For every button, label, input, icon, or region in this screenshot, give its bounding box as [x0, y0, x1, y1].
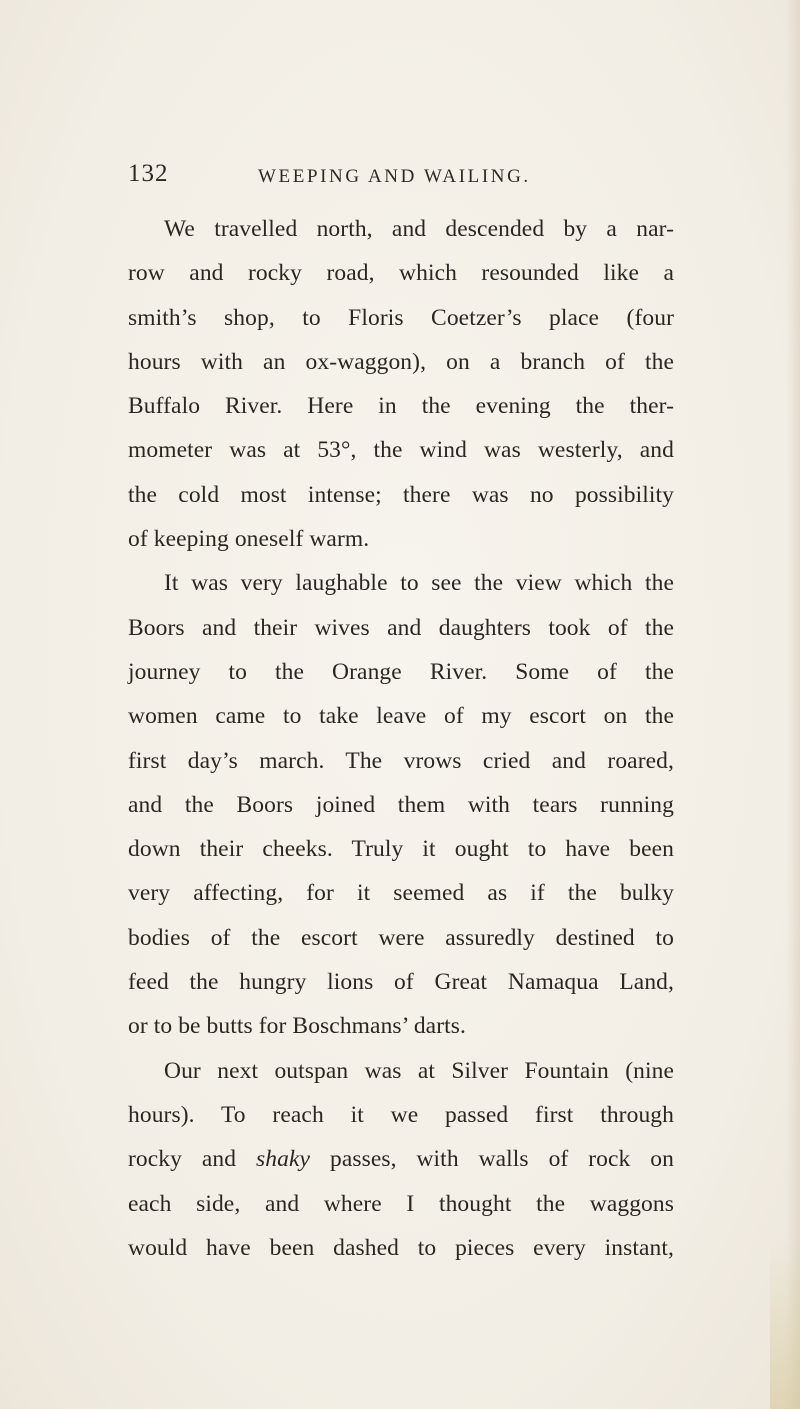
text-line: first day’s march. The vrows cried and roared, — [128, 747, 674, 774]
text-segment: rocky and — [128, 1146, 257, 1173]
text-line: hours with an ox-waggon), on a branch of the — [128, 348, 674, 375]
text-line: down their cheeks. Truly it ought to have been — [128, 836, 674, 863]
page-edge-shadow — [786, 0, 800, 1409]
page-number: 132 — [128, 160, 169, 187]
text-line: We travelled north, and descended by a nar- — [164, 216, 674, 242]
text-line: smith’s shop, to Floris Coetzer’s place (four — [128, 304, 674, 331]
text-line: Boors and their wives and daughters took of the — [128, 614, 674, 641]
text-line: row and rocky road, which resounded like a — [128, 260, 674, 287]
text-line — [128, 1137, 674, 1181]
italic-word: shaky — [256, 1146, 311, 1173]
text-line: Buffalo River. Here in the evening the ther- — [128, 393, 674, 420]
body-text — [128, 207, 674, 1270]
text-line: journey to the Orange River. Some of the — [128, 658, 674, 685]
text-line: feed the hungry lions of Great Namaqua Land, — [128, 969, 674, 996]
text-line: would have been dashed to pieces every instant, — [128, 1234, 674, 1261]
text-line: very affecting, for it seemed as if the bulky — [128, 880, 674, 907]
text-line: bodies of the escort were assuredly destined to — [128, 924, 674, 951]
running-title: WEEPING AND WAILING. — [258, 166, 531, 187]
text-line: Our next outspan was at Silver Fountain (nine — [164, 1057, 674, 1084]
page-header — [0, 160, 800, 196]
text-line: the cold most intense; there was no possibility — [128, 481, 674, 508]
text-line: and the Boors joined them with tears running — [128, 791, 674, 818]
text-segment: passes, with walls of rock on — [310, 1146, 675, 1173]
text-line: or to be butts for Boschmans’ darts. — [128, 1013, 466, 1040]
page-stain — [770, 1240, 800, 1409]
text-line: mometer was at 53°, the wind was westerly, and — [128, 437, 674, 464]
text-line: each side, and where I thought the waggons — [128, 1190, 674, 1217]
text-line: It was very laughable to see the view which the — [164, 570, 674, 597]
text-line: hours). To reach it we passed first through — [128, 1101, 674, 1128]
text-line: women came to take leave of my escort on the — [128, 703, 674, 730]
text-line: of keeping oneself warm. — [128, 526, 370, 553]
